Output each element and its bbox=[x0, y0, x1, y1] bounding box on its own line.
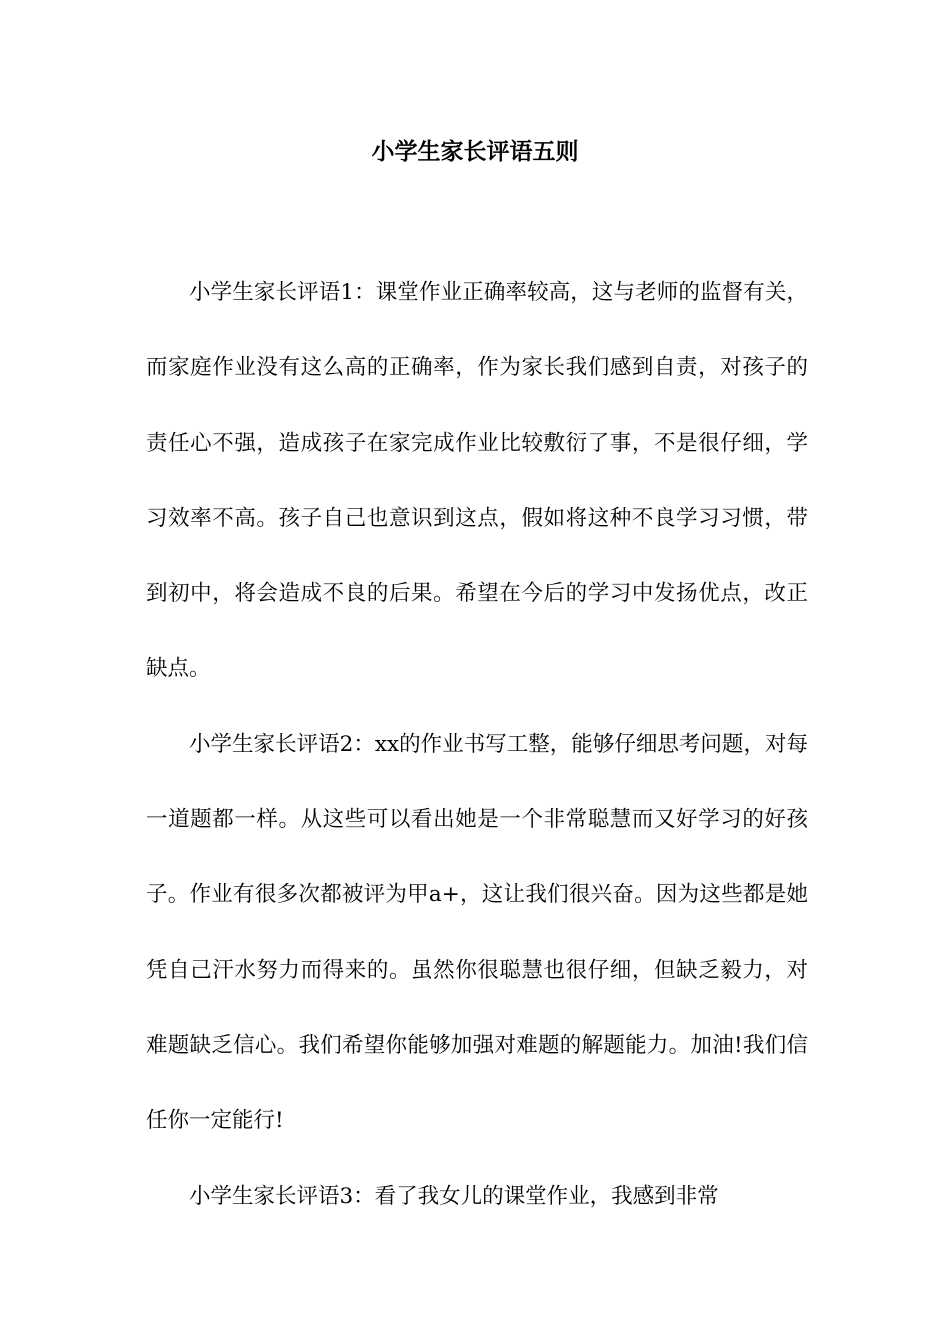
document-title: 小学生家长评语五则 bbox=[371, 138, 579, 165]
paragraph-comment-3: 小学生家长评语3：看了我女儿的课堂作业，我感到非常 bbox=[189, 1183, 719, 1209]
document-body bbox=[146, 255, 808, 1234]
paragraph-comment-2: 小学生家长评语2：xx的作业书写工整，能够仔细思考问题，对每一道题都一样。从这些可以看出她是一个非常聪慧而又好学习的好孩子。作业有很多次都被评为甲a+，这让我们很兴奋。因为这些都是她凭自己汗水努力而得来的。虽然你很聪慧也很仔细，但缺乏毅力，对难题缺乏信心。我们希望你能够加强对难题的解题能力。加油!我们信任你一定能行! bbox=[146, 731, 808, 1134]
paragraph-comment-1: 小学生家长评语1：课堂作业正确率较高，这与老师的监督有关，而家庭作业没有这么高的正确率，作为家长我们感到自责，对孩子的责任心不强，造成孩子在家完成作业比较敷衍了事，不是很仔细，学习效率不高。孩子自己也意识到这点，假如将这种不良学习习惯，带到初中，将会造成不良的后果。希望在今后的学习中发扬优点，改正缺点。 bbox=[146, 280, 808, 682]
